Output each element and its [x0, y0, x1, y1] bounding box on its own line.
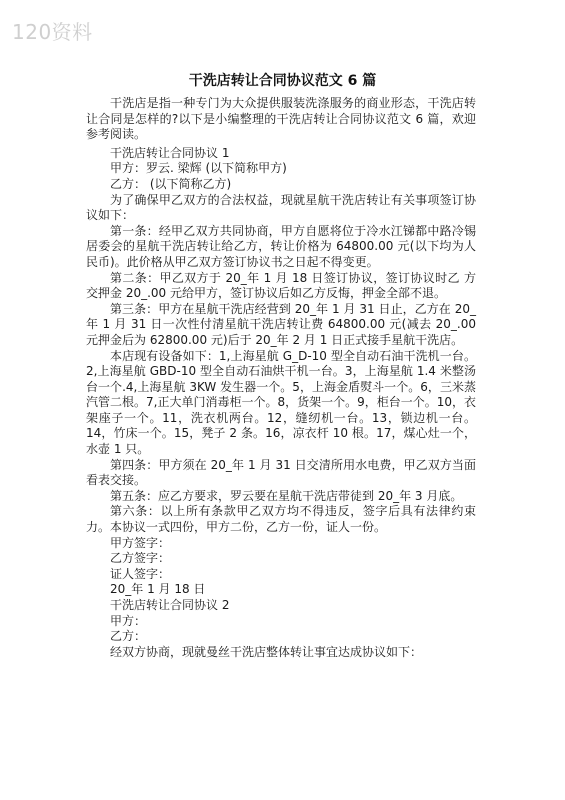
- signing-date: 20_年 1 月 18 日: [110, 582, 206, 597]
- party-b-line-2: 乙方：: [110, 629, 147, 644]
- clause-6: 第六条：以上所有条款甲乙双方均不得违反，签字后具有法律约束力。本协议一式四份，甲方二份，乙方一份，证人一份。: [86, 504, 476, 535]
- party-b-line: 乙方： (以下简称乙方): [110, 176, 232, 191]
- clause-4: 第四条：甲方须在 20_年 1 月 31 日交清所用水电费，甲乙双方当面看表交接。: [86, 457, 476, 488]
- signature-party-a: 甲方签字：: [110, 535, 171, 550]
- signature-witness: 证人签字：: [110, 566, 171, 581]
- consult-paragraph: 经双方协商，现就曼丝干洗店整体转让事宜达成协议如下：: [110, 644, 423, 659]
- agreement-1-heading: 干洗店转让合同协议 1: [110, 145, 230, 160]
- clause-3: 第三条：甲方在星航干洗店经营到 20_年 1 月 31 日止，乙方在 20_年 1 月 31 日一次性付清星航干洗店转让费 64800.00 元(减去 20_.00 元押金后为 62800.00 元)后于 20_年 2 月 1 日正式接手星航干洗店。: [86, 301, 476, 347]
- document-body: [86, 96, 476, 660]
- watermark-logo: 120资料: [12, 20, 93, 44]
- intro-paragraph: 干洗店是指一种专门为大众提供服装洗涤服务的商业形态，干洗店转让合同是怎样的?以下是小编整理的干洗店转让合同协议范文 6 篇，欢迎参考阅读。: [86, 96, 476, 142]
- clause-5: 第五条：应乙方要求，罗云要在星航干洗店带徒到 20_年 3 月底。: [110, 488, 463, 503]
- clause-1: 第一条：经甲乙双方共同协商，甲方自愿将位于冷水江锑都中路冷锡居委会的星航干洗店转让给乙方，转让价格为 64800.00 元(以下均为人民币)。此价格从甲乙双方签订协议书之日起不得变更。: [86, 223, 476, 269]
- clause-2: 第二条：甲乙双方于 20_年 1 月 18 日签订协议，签订协议时乙 方交押金 20_.00 元给甲方，签订协议后如乙方反悔，押金全部不退。: [86, 270, 476, 301]
- signature-party-b: 乙方签字：: [110, 551, 171, 566]
- agreement-2-heading: 干洗店转让合同协议 2: [110, 598, 230, 612]
- party-a-line-2: 甲方：: [110, 613, 147, 628]
- purpose-paragraph: 为了确保甲乙双方的合法权益，现就星航干洗店转让有关事项签订协议如下：: [86, 192, 476, 223]
- equipment-paragraph: 本店现有设备如下：1,上海星航 G_D-10 型全自动石油干洗机一台。2,上海星航 GBD-10 型全自动石油烘干机一台。3，上海星航 1.4 米整汤台一个.4,上海星航 3KW 发生器一个。5，上海金盾熨斗一个。6，三米蒸汽管二根。7,正大单门消毒柜一个。8，货架一个。9，柜台一个。10，衣架座子一个。11，洗衣机两台。12，缝纫机一台。13，锁边机一台。14，竹床一个。15，凳子 2 条。16，凉衣杆 10 根。17，煤心灶一个，水壶 1 只。: [86, 348, 476, 457]
- document-title: 干洗店转让合同协议范文 6 篇: [188, 73, 377, 89]
- party-a-line: 甲方：罗云. 梁辉 (以下简称甲方): [110, 161, 287, 176]
